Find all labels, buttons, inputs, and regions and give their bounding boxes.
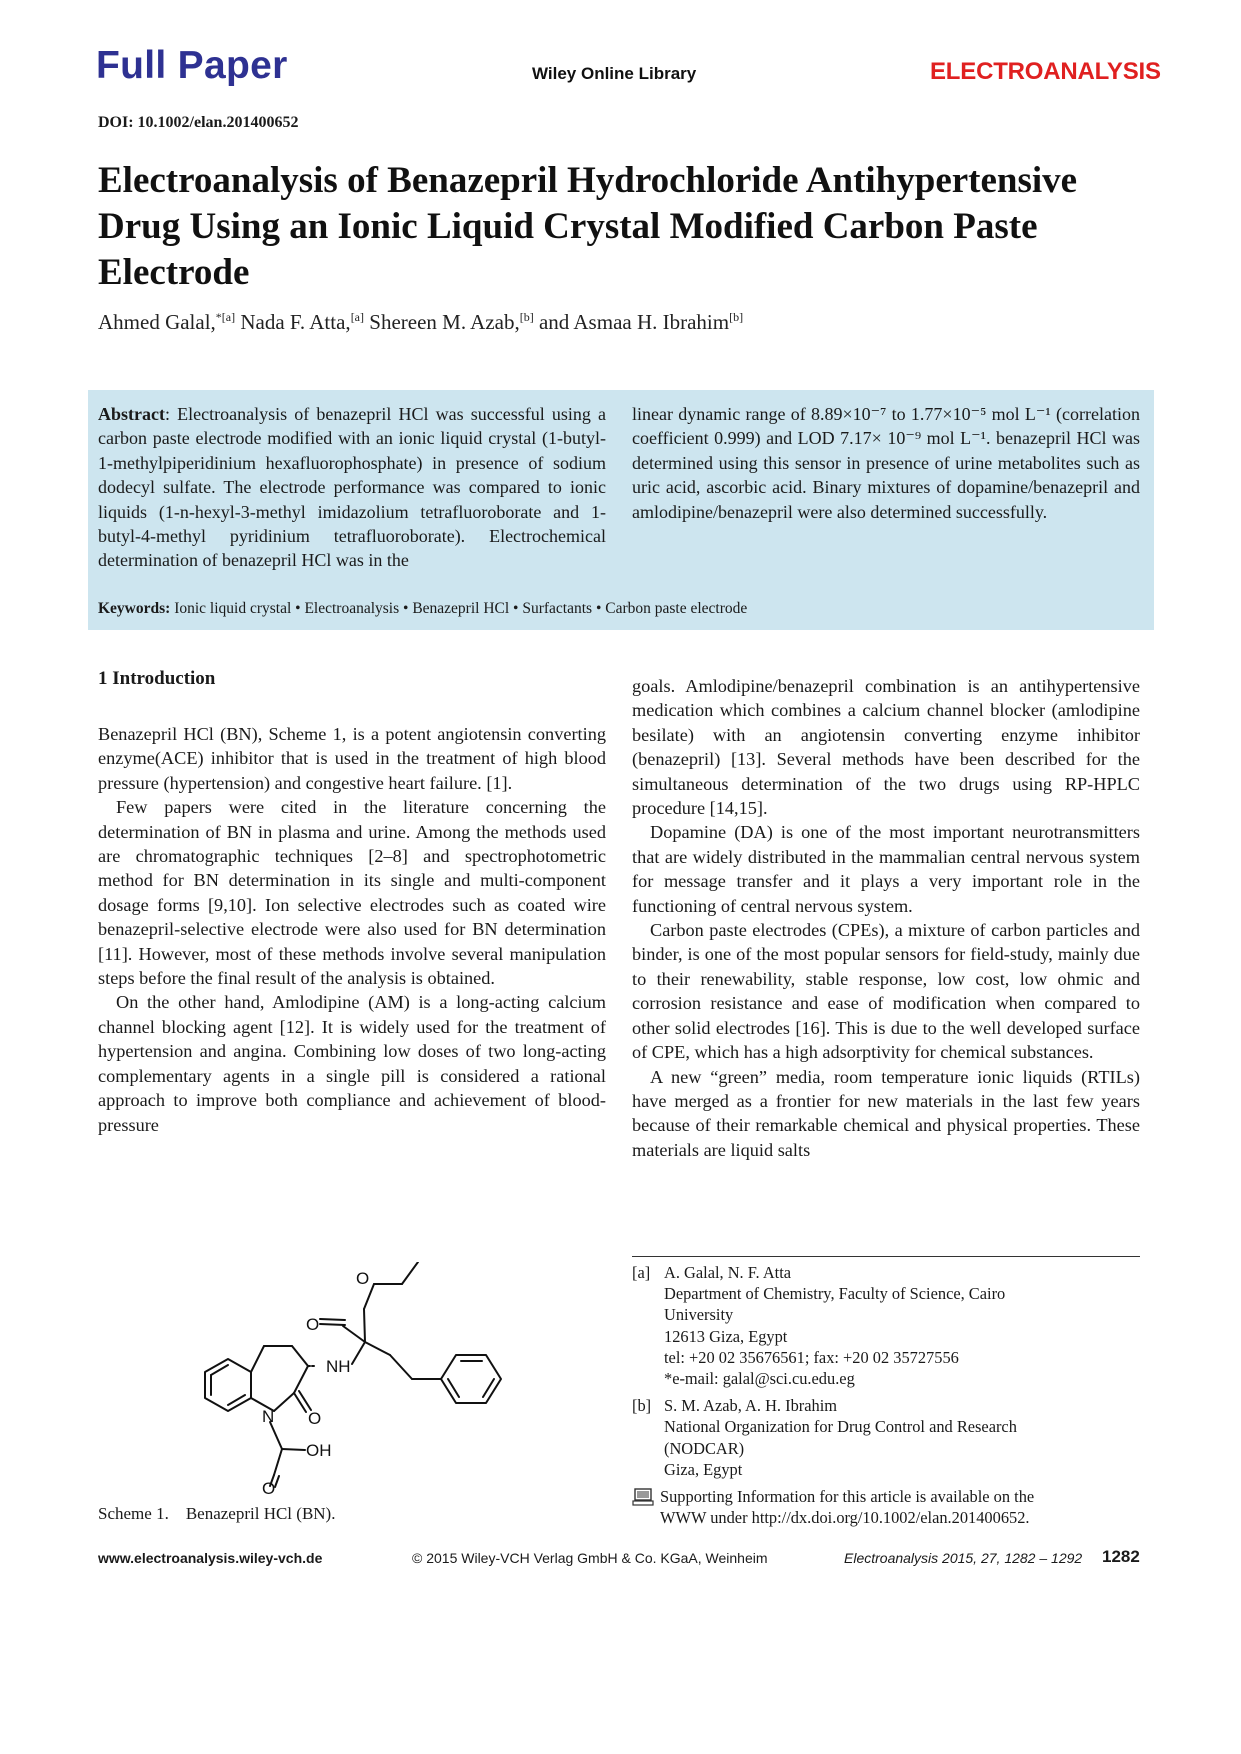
footer-journal-ref: Electroanalysis 2015, 27, 1282 – 1292 (844, 1550, 1083, 1566)
benazepril-structure (180, 1262, 540, 1494)
author-mark: [b] (519, 310, 534, 324)
atom-label: NH (326, 1357, 351, 1376)
author-mark: [a] (350, 310, 365, 324)
keywords-label: Keywords: (98, 600, 171, 617)
author-mark: *[a] (215, 310, 236, 324)
author-mark: [b] (729, 310, 744, 324)
affiliation-line: University (664, 1305, 734, 1325)
affiliation-line: S. M. Azab, A. H. Ibrahim (664, 1396, 837, 1416)
supporting-info-note (632, 1486, 1140, 1528)
affiliation-line: (NODCAR) (664, 1438, 745, 1458)
paper-title: Electroanalysis of Benazepril Hydrochloride Antihypertensive Drug Using an Ionic Liquid Crystal Modified Carbon Paste Electrode (98, 160, 1078, 293)
abstract-text-left: : Electroanalysis of benazepril HCl was successful using a carbon paste electrode modified with an ionic liquid crystal (1-butyl-1-methylpiperidinium hexafluorophosphate) in presence of sodium dodecyl sulfate. The electrode performance was compared to ionic liquids (1-n-hexyl-3-methyl imidazolium tetrafluoroborate and 1-butyl-4-methyl pyridinium tetrafluoroborate). Electrochemical determination of benazepril HCl was in the (98, 404, 606, 571)
atom-label: N (262, 1407, 275, 1426)
supporting-info-line: Supporting Information for this article is available on the (660, 1487, 1035, 1507)
atom-label: O (356, 1269, 370, 1288)
paragraph: Few papers were cited in the literature concerning the determination of BN in plasma and urine. Among the methods used are chromatographic techniques [2–8] and spectrophotometric method for BN determination in its single and multi-component dosage forms [9,10]. Ion selective electrodes such as coated wire benazepril-selective electrode were also used for BN determination [11]. However, most of these methods involve several manipulation steps before the final result of the analysis is obtained. (98, 797, 606, 989)
author-name: Shereen M. Azab, (369, 310, 520, 334)
benzene-ring-right (441, 1355, 501, 1403)
paragraph: Dopamine (DA) is one of the most important neurotransmitters that are widely distributed in the mammalian central nervous system for message transfer and it plays a very important role in the functioning of central nervous system. (632, 822, 1140, 916)
abstract-left (98, 402, 606, 573)
abstract-label: Abstract (98, 404, 165, 424)
scheme-caption: Scheme 1. Benazepril HCl (BN). (98, 1504, 336, 1523)
affiliations (632, 1262, 1140, 1528)
affiliation-line: 12613 Giza, Egypt (664, 1326, 788, 1346)
section-label: Full Paper (96, 44, 288, 87)
affiliation-line: *e-mail: galal@sci.cu.edu.eg (664, 1369, 855, 1389)
supporting-info-link[interactable]: WWW under http://dx.doi.org/10.1002/elan.201400652. (660, 1508, 1030, 1528)
affiliation-line: tel: +20 02 35676561; fax: +20 02 35727556 (664, 1347, 959, 1367)
atom-label: O (306, 1315, 320, 1334)
keywords (98, 600, 747, 618)
library-label: Wiley Online Library (532, 64, 697, 83)
page-number: 1282 (1102, 1547, 1140, 1566)
paragraph: Benazepril HCl (BN), Scheme 1, is a potent angiotensin converting enzyme(ACE) inhibitor that is used in the treatment of high blood pressure (hypertension) and congestive heart failure. [1]. (98, 724, 606, 793)
keywords-text: Ionic liquid crystal • Electroanalysis • Benazepril HCl • Surfactants • Carbon paste electrode (174, 600, 748, 617)
atom-label: O (308, 1409, 322, 1428)
journal-name: ELECTROANALYSIS (930, 58, 1161, 85)
affiliation-b (632, 1395, 1140, 1480)
atom-label: OH (306, 1441, 332, 1460)
paragraph: Carbon paste electrodes (CPEs), a mixture of carbon particles and binder, is one of the most popular sensors for field-study, mainly due to their renewability, stable response, low cost, low ohmic and corrosion resistance and ease of modification when compared to other solid electrodes [16]. This is due to the well developed surface of CPE, which has a high adsorptivity for chemical substances. (632, 920, 1140, 1063)
paragraph: goals. Amlodipine/benazepril combination is an antihypertensive medication which combines a calcium channel blocker (amlodipine besilate) with an angiotensin converting enzyme inhibitor (benazepril) [13]. Several methods have been described for the simultaneous determination of the two drugs using RP-HPLC procedure [14,15]. (632, 676, 1140, 819)
computer-icon (632, 1486, 660, 1528)
footer-url[interactable]: www.electroanalysis.wiley-vch.de (98, 1550, 323, 1566)
author-name: Ahmed Galal, (98, 310, 216, 334)
author-list (98, 310, 743, 335)
abstract-right: linear dynamic range of 8.89×10⁻⁷ to 1.77×10⁻⁵ mol L⁻¹ (correlation coefficient 0.999) and LOD 7.17× 10⁻⁹ mol L⁻¹. benazepril HCl was determined using this sensor in presence of urine metabolites such as uric acid, ascorbic acid. Binary mixtures of dopamine/benazepril and amlodipine/benazepril were also determined successfully. (632, 404, 1140, 522)
author-name: Nada F. Atta, (240, 310, 351, 334)
atom-label: O (262, 1479, 276, 1494)
body-column-left (98, 722, 606, 1137)
affiliation-line: A. Galal, N. F. Atta (664, 1263, 792, 1282)
affiliation-tag: [a] (632, 1263, 651, 1282)
section-heading: 1 Introduction (98, 668, 216, 689)
affiliation-line: Department of Chemistry, Faculty of Science, Cairo (664, 1284, 1006, 1304)
affiliation-line: National Organization for Drug Control and Research (664, 1417, 1017, 1437)
author-name: and Asmaa H. Ibrahim (538, 310, 730, 334)
affiliation-divider (632, 1256, 1140, 1257)
paragraph: A new “green” media, room temperature ionic liquids (RTILs) have merged as a frontier for new materials in the last few years because of their remarkable chemical and physical properties. These materials are liquid salts (632, 1066, 1140, 1160)
affiliation-a (632, 1262, 1140, 1389)
body-column-right (632, 674, 1140, 1162)
doi: DOI: 10.1002/elan.201400652 (98, 114, 299, 131)
affiliation-line: Giza, Egypt (664, 1459, 743, 1479)
paragraph: On the other hand, Amlodipine (AM) is a long-acting calcium channel blocking agent [12]. It is widely used for the treatment of hypertension and angina. Combining low doses of two long-acting complementary agents in a single pill is considered a rational approach to improve both compliance and achievement of blood-pressure (98, 992, 606, 1135)
footer-copyright: © 2015 Wiley-VCH Verlag GmbH & Co. KGaA, Weinheim (412, 1550, 768, 1566)
affiliation-tag: [b] (632, 1396, 652, 1416)
